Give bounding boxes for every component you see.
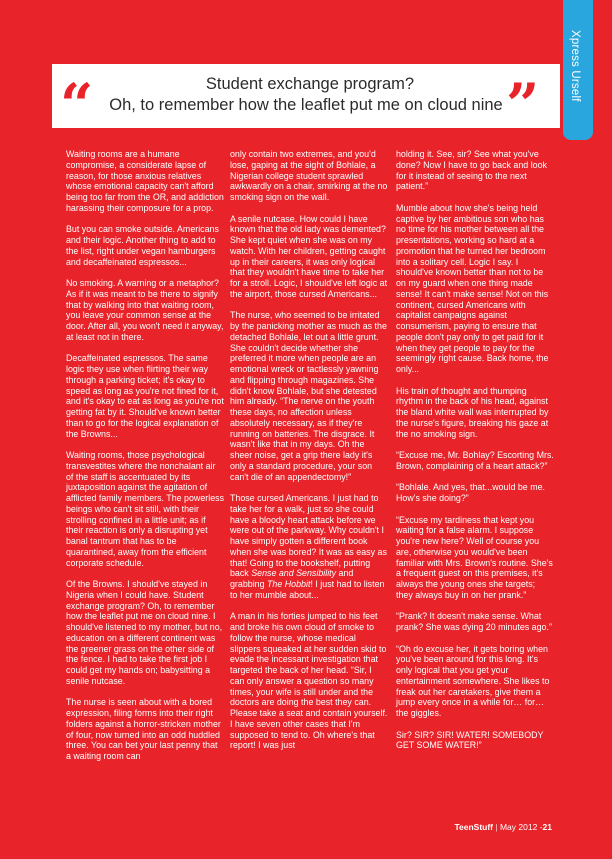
paragraph: No smoking. A warning or a metaphor? As if it was meant to be there to signify that by walking into that waiting room, you leave your common sense at the door. After all, you won't need it anyway, at least not in there. xyxy=(66,278,224,342)
book-title-italic: The Hobbit xyxy=(267,579,311,589)
paragraph-text: ! I just had to listen to her mumble about... xyxy=(230,579,385,600)
section-tab xyxy=(563,0,593,140)
paragraph: “Bohlale. And yes, that...would be me. How's she doing?” xyxy=(396,482,545,503)
paragraph: holding it. See, sir? See what you've done? Now I have to go back and look for it instead of seeing to the next patient.” xyxy=(396,149,547,192)
paragraph: “Excuse me, Mr. Bohlay? Escorting Mrs. Brown, complaining of a heart attack?” xyxy=(396,450,554,471)
paragraph: A man in his forties jumped to his feet and broke his own cloud of smoke to follow the nurse, whose medical slippers squeaked at her sudden skid to evade the incessant investigation that targeted the back of her head. “Sir, I can only answer a question so many times, your wife is still under and the doctors are doing the best they can. Please take a seat and contain yourself. I have seven other cases that I'm supposed to tend to. Oh where's that report! I was just xyxy=(230,611,388,751)
footer-separator: | xyxy=(495,822,498,832)
text-column-3 xyxy=(396,149,554,762)
open-quote-icon: “ xyxy=(60,71,88,139)
article-title: Student exchange program? xyxy=(205,75,415,93)
paragraph-text: and grabbing xyxy=(230,568,354,589)
paragraph-text: Those cursed Americans. I just had to take her for a walk, just so she could have a bloody heart attack before we were out of the parkway. Why couldn't I have simply gotten a different book when she was bored? It was as easy as that! Going to the bookshelf, putting back xyxy=(230,493,387,579)
paragraph: Waiting rooms, those psychological transvestites where the nonchalant air of the staff is accentuated by its juxtaposition against the agitation of afflicted family members. The powerless beings who can't sit still, with their strolling confined in a little unit; as if their reaction is only a disrupting yet banal tantrum that has to be quarantined, away from the efficient corporate schedule. xyxy=(66,450,225,568)
close-quote-icon: ” xyxy=(506,71,534,139)
paragraph: Decaffeinated espressos. The same logic they use when flirting their way through a parking ticket; it's okay to speed as long as you're not fined for it, and it's okay to eat as long as you're not getting fat by it. Should've known better than to go for the logical explanation of the Browns... xyxy=(66,353,224,439)
paragraph: His train of thought and thumping rhythm in the back of his head, against the bland white wall was interrupted by the nurse's figure, breaking his gaze at the no smoking sign. xyxy=(396,385,549,439)
paragraph: Waiting rooms are a humane compromise, a considerate lapse of reason, for those anxious relatives whose emotional capacity can't afford being too far from the OR, and addiction harassing their composure for a prop. xyxy=(66,149,224,213)
page-footer xyxy=(392,822,552,832)
footer-dash: - xyxy=(539,822,543,832)
paragraph: Sir? SIR? SIR! WATER! SOMEBODY GET SOME WATER!” xyxy=(396,729,544,751)
magazine-brand: TeenStuff xyxy=(454,822,493,832)
paragraph xyxy=(230,493,388,601)
text-column-2 xyxy=(230,149,388,762)
section-tab-label: Xpress Urself xyxy=(569,30,581,102)
page-number: 21 xyxy=(542,822,552,832)
paragraph: The nurse, who seemed to be irritated by the panicking mother as much as the detached Bohlale, let out a little grunt. She couldn't decide whether she preferred it more when people are an emotional wreck or tactlessly yawning and flipping through magazines. She didn't know Bohlale, but she detested him already. “The nerve on the youth these days, no affection unless absolutely necessary, as if they're running on batteries. The disgrace. It wasn't like that in my days. Oh the sheer noise, get a grip there lady it's only a standard procedure, your son can't die of an appendectomy!” xyxy=(230,310,387,482)
paragraph: “Oh do excuse her, it gets boring when you've been around for this long. It's only logical that you get your entertainment somewhere. She likes to freak out her caretakers, give them a jump every once in a while for… for… the giggles. xyxy=(396,643,550,718)
book-title-italic: Sense and Sensibility xyxy=(251,568,337,579)
article-subtitle: Oh, to remember how the leaflet put me on cloud nine xyxy=(109,96,503,114)
paragraph: But you can smoke outside. Americans and their logic. Another thing to add to the list, right under vegan hamburgers and decaffeinated espressos... xyxy=(66,224,219,267)
paragraph: Of the Browns. I should've stayed in Nigeria when I could have. Student exchange program? Oh, to remember how the leaflet put me on cloud nine. I should've listened to my mother, but no, education on a different continent was the greener grass on the other side of the fence. I had to take the first job I could get my hands on; babysitting a senile nutcase. xyxy=(66,579,223,686)
paragraph: Mumble about how she's being held captive by her ambitious son who has no time for his mother between all the presentations, working so hard at a promotion that he turned her bedroom into a solitary cell. Logic I say. I should've known better than not to be on my guard when one thing made sense! It can't make sense! Not on this continent, cursed Americans with capitalist campaigns against consumerism, paying to ensure that people don't pay only to get paid for it when they get people to pay for the seemingly right cause. Back home, the only... xyxy=(396,202,549,374)
issue-date: May 2012 xyxy=(499,822,538,832)
text-column-1 xyxy=(66,149,224,773)
paragraph: “Prank? It doesn't make sense. What prank? She was dying 20 minutes ago.” xyxy=(396,611,552,632)
paragraph: The nurse is seen about with a bored expression, filing forms into their right folders against a horror-stricken mother of four, now turned into an odd huddled three. You can bet your last penny that a waiting room can xyxy=(66,697,221,761)
paragraph: only contain two extremes, and you'd lose, gaping at the sight of Bohlale, a Nigerian college student sprawled awkwardly on a chair, smirking at the no smoking sign on the wall. xyxy=(230,149,388,202)
paragraph: “Excuse my tardiness that kept you waiting for a false alarm. I suppose you're new here? Well of course you are, otherwise you would've been familiar with Mrs. Brown's routine. She's a frequent guest on this premises, it's always the young ones she targets; they always buy in on her prank.” xyxy=(396,514,553,600)
paragraph: A senile nutcase. How could I have known that the old lady was demented? She kept quiet when she was on my watch. With her children, getting caught up in their careers, it was only logical that they wouldn't have time to take her for a stroll. Logic, I should've left logic at the airport, those cursed Americans... xyxy=(230,213,388,299)
